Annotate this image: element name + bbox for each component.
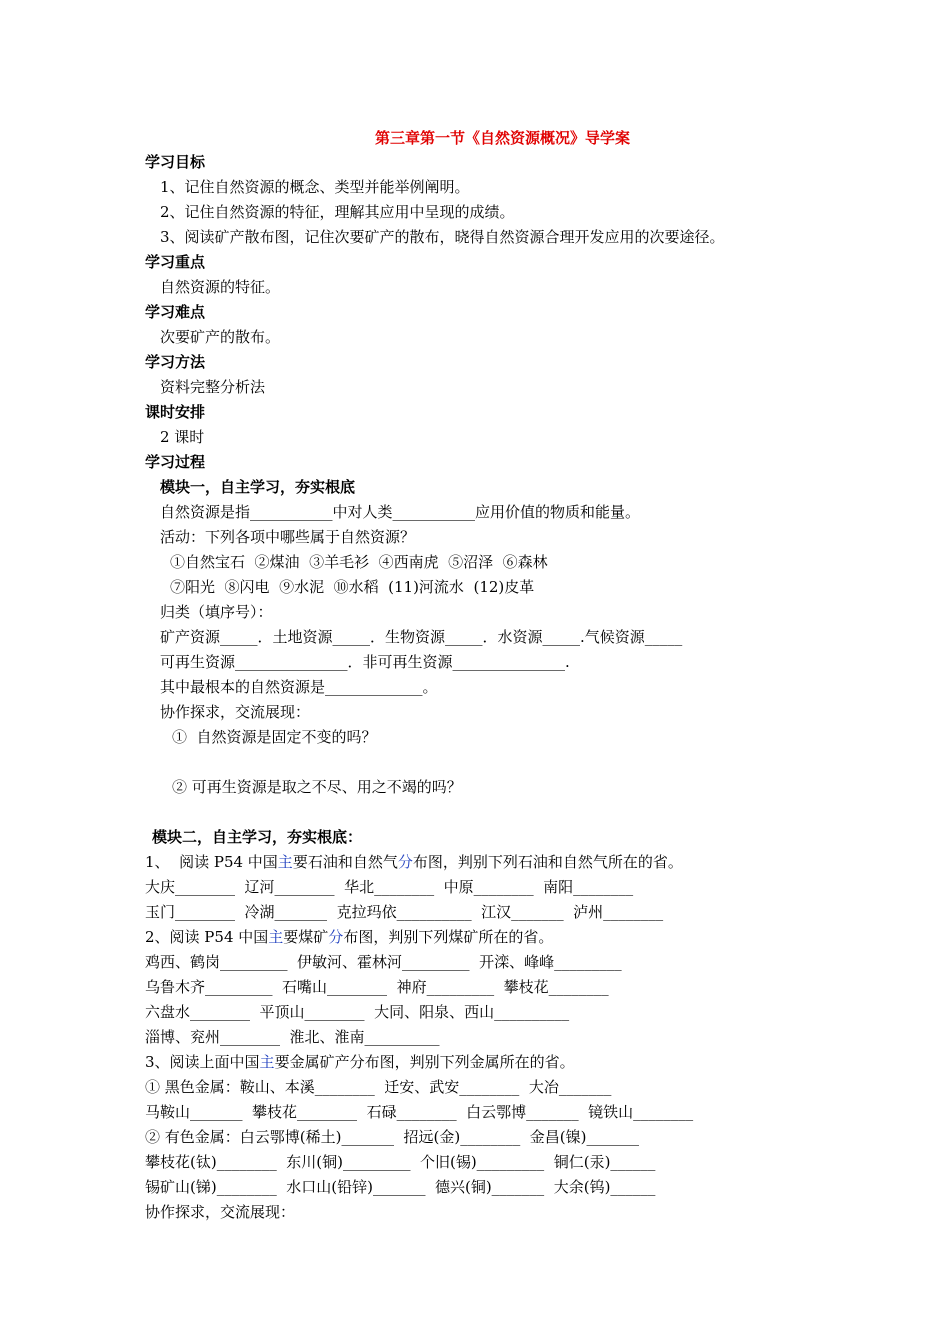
objective-item: 2、记住自然资源的特征，理解其应用中呈现的成绩。 (160, 203, 515, 221)
q2-text: 2、阅读 P54 中国 (145, 928, 269, 946)
module1-line: 协作探求，交流展现： (160, 703, 311, 721)
q1-text: 要石油和自然气 (292, 853, 398, 871)
q2-answer-line: 淄博、兖州________ 淮北、淮南__________ (145, 1028, 440, 1046)
q3-text: 3、阅读上面中国 (145, 1053, 260, 1071)
schedule-heading: 课时安排 (145, 403, 206, 421)
q3-highlight: 主 (259, 1053, 275, 1071)
module2-heading: 模块二，自主学习，夯实根底： (152, 828, 363, 846)
q3-answer-line: ② 有色金属：白云鄂博(稀土)_______ 招远(金)________ 金昌(镍)_______ (145, 1128, 639, 1146)
module1-line: 活动：下列各项中哪些属于自然资源？ (160, 528, 416, 546)
q1-text: 布图，判别下列石油和自然气所在的省。 (412, 853, 683, 871)
objective-item: 1、记住自然资源的概念、类型并能举例阐明。 (160, 178, 470, 196)
q1-highlight: 主 (277, 853, 293, 871)
key-points-text: 自然资源的特征。 (160, 278, 281, 296)
q1-text: 1、 阅读 P54 中国 (145, 853, 278, 871)
module1-line: ⑦阳光 ⑧闪电 ⑨水泥 ⑩水稻 (11)河流水 (12)皮革 (170, 578, 535, 596)
schedule-text: 2 课时 (160, 428, 205, 446)
difficulties-heading: 学习难点 (145, 303, 206, 321)
q2-answer-line: 鸡西、鹤岗_________ 伊敏河、霍林河_________ 开滦、峰峰_________ (145, 953, 622, 971)
key-points-heading: 学习重点 (145, 253, 206, 271)
module1-line: 矿产资源_____．土地资源_____．生物资源_____．水资源_____.气候资源_____ (160, 628, 683, 646)
module1-line: 可再生资源_______________．非可再生资源_______________. (160, 653, 570, 671)
module1-line: ①自然宝石 ②煤油 ③羊毛衫 ④西南虎 ⑤沼泽 ⑥森林 (170, 553, 548, 571)
method-heading: 学习方法 (145, 353, 206, 371)
q1-answer-line: 大庆________ 辽河________ 华北________ 中原________ 南阳________ (145, 878, 634, 896)
method-text: 资料完整分析法 (160, 378, 266, 396)
module1-line: ① 自然资源是固定不变的吗？ (172, 728, 377, 746)
module1-line: 归类（填序号）： (160, 603, 273, 621)
process-heading: 学习过程 (145, 453, 206, 471)
question-1 (145, 852, 683, 872)
q2-text: 要煤矿 (283, 928, 329, 946)
question-3 (145, 1052, 575, 1072)
difficulties-text: 次要矿产的散布。 (160, 328, 281, 346)
q2-answer-line: 六盘水________ 平顶山________ 大同、阳泉、西山__________ (145, 1003, 570, 1021)
module1-line: 自然资源是指___________中对人类___________应用价值的物质和能量。 (160, 503, 641, 521)
q2-text: 布图，判别下列煤矿所在的省。 (343, 928, 554, 946)
q3-answer-line: 锡矿山(锑)________ 水口山(铅锌)_______ 德兴(铜)_______ 大余(钨)______ (145, 1178, 656, 1196)
q3-answer-line: ① 黑色金属：鞍山、本溪________ 迁安、武安________ 大冶_______ (145, 1078, 612, 1096)
objectives-heading: 学习目标 (145, 153, 206, 171)
q2-highlight: 主 (268, 928, 284, 946)
objective-item: 3、阅读矿产散布图，记住次要矿产的散布，晓得自然资源合理开发应用的次要途径。 (160, 228, 725, 246)
q1-highlight: 分 (397, 853, 413, 871)
question-2 (145, 927, 553, 947)
module1-line: 其中最根本的自然资源是_____________。 (160, 678, 438, 696)
q3-answer-line: 马鞍山_______ 攀枝花________ 石碌________ 白云鄂博_______ 镜铁山________ (145, 1103, 694, 1121)
q1-answer-line: 玉门________ 冷湖_______ 克拉玛依__________ 江汉_______ 泸州________ (145, 903, 664, 921)
q2-answer-line: 乌鲁木齐_________ 石嘴山________ 神府_________ 攀枝花________ (145, 978, 609, 996)
q2-highlight: 分 (328, 928, 344, 946)
module1-line: ② 可再生资源是取之不尽、用之不竭的吗？ (172, 778, 462, 796)
q3-answer-line: 攀枝花(钛)________ 东川(铜)_________ 个旧(锡)_________ 铜仁(汞)______ (145, 1153, 656, 1171)
page-title: 第三章第一节《自然资源概况》导学案 (375, 129, 631, 147)
q3-text: 要金属矿产分布图，判别下列金属所在的省。 (274, 1053, 575, 1071)
module1-heading: 模块一，自主学习，夯实根底 (160, 478, 356, 496)
closing-text: 协作探求，交流展现： (145, 1203, 296, 1221)
